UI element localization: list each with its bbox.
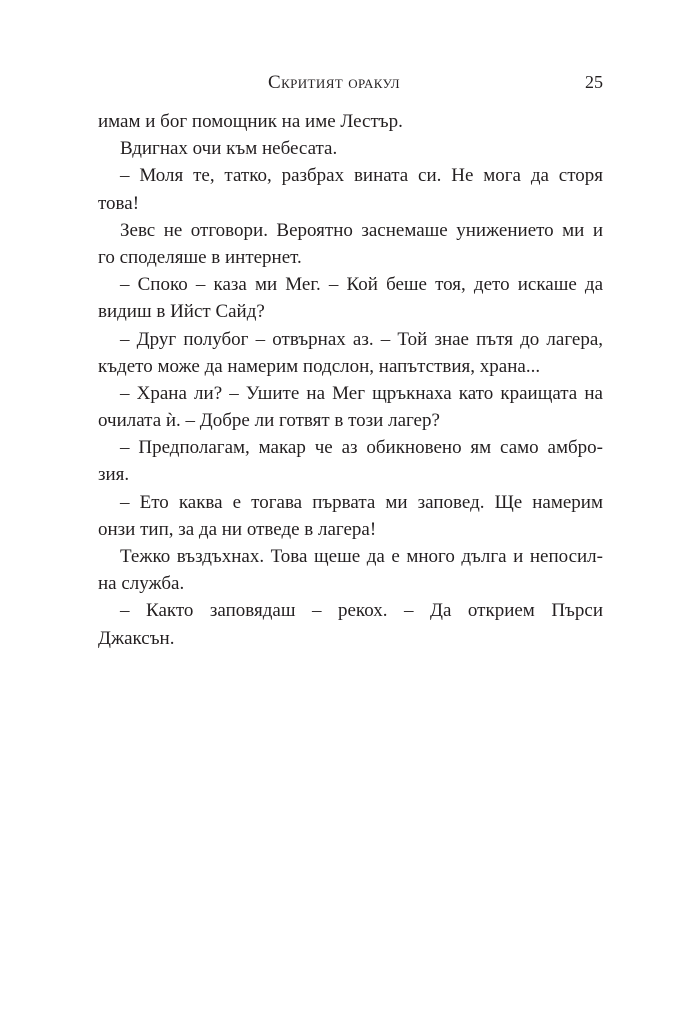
text-line: очилата ѝ. – Добре ли готвят в този лагер?	[98, 410, 440, 432]
text-line: Джаксън.	[98, 627, 175, 649]
running-head-title: Скритият оракул	[268, 72, 400, 93]
text-line: имам и бог помощник на име Лестър.	[98, 111, 403, 132]
text-line: – Моля те, татко, разбрах вината си. Не мога да сторя	[120, 165, 603, 187]
text-line: онзи тип, за да ни отведе в лагера!	[98, 518, 377, 540]
text-line: – Храна ли? – Ушите на Мег щръкнаха като краищата на	[120, 382, 603, 404]
text-line: това!	[98, 192, 140, 214]
page-number: 25	[585, 72, 603, 92]
text-line: – Ето каква е тогава първата ми заповед. Ще намерим	[120, 491, 603, 513]
text-line: където може да намерим подслон, напътствия, храна...	[98, 355, 541, 377]
text-line: Вдигнах очи към небесата.	[120, 138, 338, 160]
text-line: видиш в Ийст Сайд?	[98, 301, 265, 323]
text-line: – Друг полубог – отвърнах аз. – Той знае пътя до лагера,	[120, 328, 603, 350]
text-line: – Предполагам, макар че аз обикновено ям само амбро-	[120, 437, 603, 459]
text-line: на служба.	[98, 573, 185, 595]
text-line: зия.	[98, 464, 130, 486]
text-line: Зевс не отговори. Вероятно заснемаше унижението ми и	[120, 219, 603, 241]
text-line: го споделяше в интернет.	[98, 246, 302, 268]
text-line: – Споко – каза ми Мег. – Кой беше тоя, дето искаше да	[120, 274, 603, 296]
body-text	[98, 108, 603, 652]
text-line: Тежко въздъхнах. Това щеше да е много дълга и непосил-	[120, 546, 603, 567]
text-line: – Както заповядаш – рекох. – Да открием Пърси	[120, 600, 603, 622]
